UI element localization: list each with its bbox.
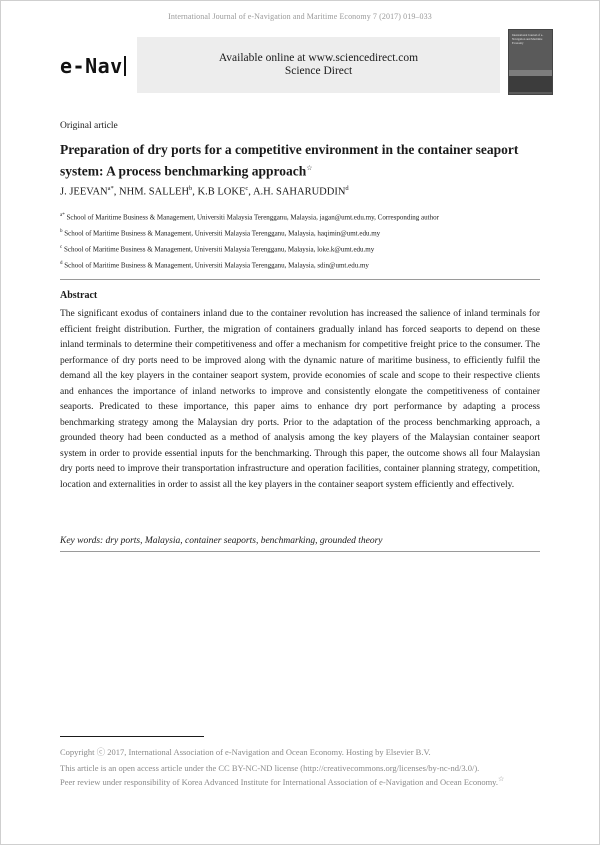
affiliation-item [60, 209, 439, 225]
paper-title [60, 140, 540, 181]
affiliation-text: School of Maritime Business & Management, Universiti Malaysia Terengganu, Malaysia, sdin@umt.edu.my [64, 261, 369, 270]
availability-box [137, 37, 500, 93]
affiliation-marker: d [60, 261, 63, 267]
divider-top [60, 279, 540, 280]
cover-title: International Journal of e-Navigation and Maritime Economy [512, 33, 544, 45]
affiliation-list [60, 209, 439, 273]
journal-cover-image [508, 29, 553, 95]
affiliation-item [60, 241, 439, 257]
author-separator: , [113, 186, 120, 198]
abstract-heading: Abstract [60, 290, 98, 301]
logo-text: e-Nav [60, 54, 123, 78]
author-name: A.H. SAHARUDDIN [252, 186, 346, 198]
title-note-marker: ☆ [306, 164, 313, 172]
author-affil-marker: a* [107, 185, 114, 192]
affiliation-text: School of Maritime Business & Management, Universiti Malaysia Terengganu, Malaysia, jagan@umt.edu.my, Corresponding author [66, 213, 439, 222]
author-name: NHM. SALLEH [119, 186, 190, 198]
cover-base [509, 76, 552, 92]
author-separator: , [192, 186, 198, 198]
author-affil-marker: d [345, 185, 349, 192]
affiliation-marker: c [60, 245, 63, 251]
article-type: Original article [60, 121, 118, 131]
affiliation-item [60, 257, 439, 273]
availability-source: Science Direct [284, 65, 353, 77]
peer-review-notice [60, 774, 545, 788]
availability-url[interactable]: Available online at www.sciencedirect.com [218, 52, 419, 64]
e-navi-logo [60, 54, 126, 78]
peer-review-marker: ☆ [498, 775, 505, 783]
journal-header: International Journal of e-Navigation and Maritime Economy 7 (2017) 019–033 [168, 12, 432, 21]
divider-bottom [60, 551, 540, 552]
author-separator: , [248, 186, 253, 198]
affiliation-text: School of Maritime Business & Management, Universiti Malaysia Terengganu, Malaysia, haqimin@umt.edu.my [64, 229, 381, 238]
affiliation-item [60, 225, 439, 241]
affiliation-marker: b [60, 229, 63, 235]
license-notice[interactable]: This article is an open access article under the CC BY-NC-ND license (http://creativecommons.org/licenses/by-nc-nd/3.0/). [60, 762, 480, 773]
affiliation-marker: a* [60, 213, 65, 218]
author-name: J. JEEVAN [60, 186, 108, 198]
author-affil-marker: c [245, 185, 249, 192]
title-text: Preparation of dry ports for a competitive environment in the container seaport system: A process benchmarking approach [60, 142, 519, 179]
abstract-text: The significant exodus of containers inland due to the container revolution has increased the salience of inland terminals for efficient freight distribution. Further, the migration of containers gradually inland has forced seaports to depend on these inland terminals to determine their competitiveness and offer a mechanism for competitive freight price to the consumer. The performance of dry ports need to be improved along with the dynamic nature of maritime business, to efficiently fulfil the demand all the key players in the container seaport system, provide economies of scale and scope to their respective clients and enhances the importance of inland networks to improve and consistently elongate the competitiveness of container seaports. Predicated to these importance, this paper aims to enhance dry port performance by adapting a process benchmarking strategy among the Malaysian dry ports. Prior to the adaptation of the process benchmarking approach, a grounded theory had been conducted as a method of analysis among the key players of the Malaysian container seaport system in order to provide essential inputs for the benchmarking. Through this paper, the outcome shows all four Malaysian dry ports need to improve their transportation infrastructure and operation facilities, container planning strategy, competition, location and externalities in order to assist all the key players in the container seaport system efficiently and effectively. [60, 309, 540, 490]
copyright-notice: Copyright ⓒ 2017, International Association of e-Navigation and Ocean Economy. Hosting by Elsevier B.V. [60, 747, 431, 757]
author-list [60, 185, 349, 198]
affiliation-text: School of Maritime Business & Management, Universiti Malaysia Terengganu, Malaysia, loke.k@umt.edu.my [63, 245, 375, 254]
footer [60, 747, 545, 788]
footnote-rule [60, 736, 204, 737]
peer-review-text: Peer review under responsibility of Korea Advanced Institute for International Association of e-Navigation and Ocean Economy. [60, 776, 499, 787]
author-name: K.B LOKE [197, 186, 246, 198]
author-affil-marker: b [189, 185, 193, 192]
keywords: Key words: dry ports, Malaysia, container seaports, benchmarking, grounded theory [60, 536, 383, 546]
logo-mark [124, 56, 126, 76]
